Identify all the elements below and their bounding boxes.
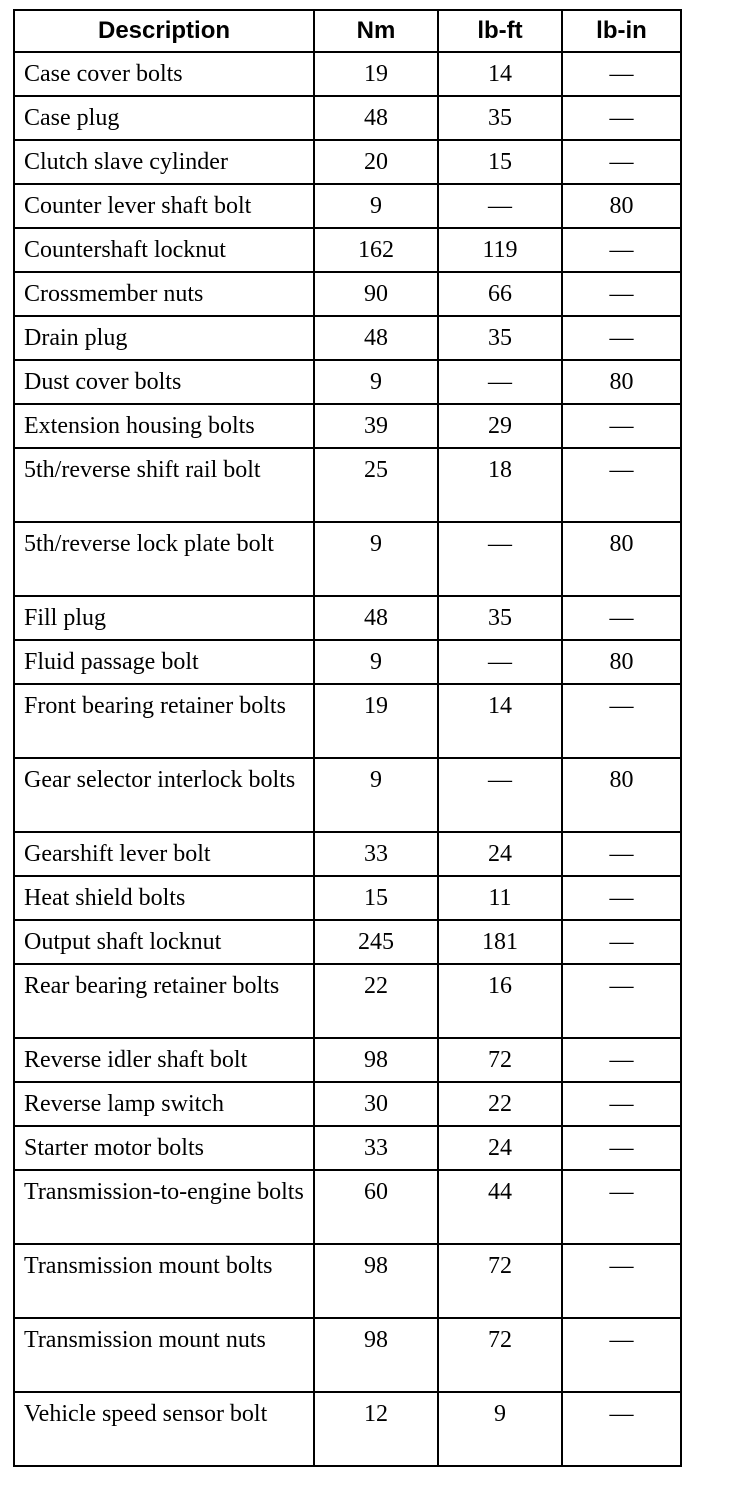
header-lb-in: lb-in (562, 10, 681, 52)
table-row (14, 1392, 681, 1466)
cell-lb-ft: 22 (438, 1082, 562, 1126)
table-row (14, 1126, 681, 1170)
header-row (14, 10, 681, 52)
table-row (14, 96, 681, 140)
table-row (14, 684, 681, 758)
cell-nm: 15 (314, 876, 438, 920)
cell-description: Gearshift lever bolt (14, 832, 314, 876)
cell-lb-ft: 14 (438, 52, 562, 96)
cell-nm: 33 (314, 832, 438, 876)
cell-nm: 22 (314, 964, 438, 1038)
cell-nm: 9 (314, 640, 438, 684)
cell-nm: 39 (314, 404, 438, 448)
cell-lb-ft: 24 (438, 1126, 562, 1170)
cell-nm: 9 (314, 758, 438, 832)
cell-description: Heat shield bolts (14, 876, 314, 920)
cell-lb-in: — (562, 964, 681, 1038)
cell-lb-ft: — (438, 522, 562, 596)
cell-nm: 48 (314, 316, 438, 360)
cell-description: Reverse lamp switch (14, 1082, 314, 1126)
cell-lb-in: — (562, 316, 681, 360)
cell-nm: 48 (314, 96, 438, 140)
table-row (14, 1244, 681, 1318)
cell-lb-ft: 35 (438, 596, 562, 640)
cell-lb-ft: 18 (438, 448, 562, 522)
cell-lb-ft: 14 (438, 684, 562, 758)
cell-description: Gear selector interlock bolts (14, 758, 314, 832)
cell-lb-ft: 15 (438, 140, 562, 184)
cell-description: Transmission mount nuts (14, 1318, 314, 1392)
header-nm: Nm (314, 10, 438, 52)
cell-nm: 30 (314, 1082, 438, 1126)
table-row (14, 876, 681, 920)
table-row (14, 640, 681, 684)
cell-description: Fluid passage bolt (14, 640, 314, 684)
cell-nm: 9 (314, 522, 438, 596)
cell-lb-in: — (562, 1038, 681, 1082)
table-row (14, 184, 681, 228)
cell-description: Transmission mount bolts (14, 1244, 314, 1318)
cell-lb-in: — (562, 1170, 681, 1244)
cell-lb-in: — (562, 684, 681, 758)
cell-lb-ft: 119 (438, 228, 562, 272)
table-row (14, 140, 681, 184)
cell-nm: 19 (314, 684, 438, 758)
cell-lb-in: 80 (562, 640, 681, 684)
table-row (14, 758, 681, 832)
table-row (14, 832, 681, 876)
cell-nm: 25 (314, 448, 438, 522)
cell-nm: 60 (314, 1170, 438, 1244)
table-row (14, 360, 681, 404)
cell-lb-ft: 29 (438, 404, 562, 448)
table-row (14, 1082, 681, 1126)
table-row (14, 228, 681, 272)
cell-lb-in: — (562, 1318, 681, 1392)
cell-lb-in: — (562, 140, 681, 184)
cell-nm: 20 (314, 140, 438, 184)
table-row (14, 52, 681, 96)
cell-lb-ft: 24 (438, 832, 562, 876)
cell-lb-ft: 72 (438, 1244, 562, 1318)
header-lb-ft: lb-ft (438, 10, 562, 52)
cell-lb-in: — (562, 52, 681, 96)
cell-nm: 33 (314, 1126, 438, 1170)
cell-lb-in: — (562, 876, 681, 920)
table-row (14, 964, 681, 1038)
cell-lb-ft: 44 (438, 1170, 562, 1244)
cell-lb-ft: 72 (438, 1318, 562, 1392)
cell-lb-in: — (562, 1082, 681, 1126)
cell-description: Reverse idler shaft bolt (14, 1038, 314, 1082)
cell-lb-in: — (562, 96, 681, 140)
cell-description: Transmission-to-engine bolts (14, 1170, 314, 1244)
cell-nm: 9 (314, 360, 438, 404)
cell-lb-ft: — (438, 360, 562, 404)
cell-lb-ft: 35 (438, 96, 562, 140)
cell-nm: 245 (314, 920, 438, 964)
cell-lb-in: — (562, 832, 681, 876)
cell-description: Extension housing bolts (14, 404, 314, 448)
cell-lb-ft: 35 (438, 316, 562, 360)
header-description: Description (14, 10, 314, 52)
cell-nm: 98 (314, 1244, 438, 1318)
table-row (14, 522, 681, 596)
cell-lb-in: — (562, 1244, 681, 1318)
table-row (14, 448, 681, 522)
table-row (14, 1170, 681, 1244)
cell-lb-in: — (562, 1126, 681, 1170)
cell-lb-ft: — (438, 184, 562, 228)
cell-description: Vehicle speed sensor bolt (14, 1392, 314, 1466)
cell-nm: 12 (314, 1392, 438, 1466)
cell-description: Case cover bolts (14, 52, 314, 96)
cell-lb-in: — (562, 228, 681, 272)
cell-description: Output shaft locknut (14, 920, 314, 964)
cell-description: Front bearing retainer bolts (14, 684, 314, 758)
cell-lb-in: 80 (562, 522, 681, 596)
cell-lb-ft: 11 (438, 876, 562, 920)
cell-lb-in: 80 (562, 360, 681, 404)
cell-nm: 162 (314, 228, 438, 272)
cell-lb-ft: 66 (438, 272, 562, 316)
cell-description: Counter lever shaft bolt (14, 184, 314, 228)
cell-lb-in: — (562, 1392, 681, 1466)
cell-lb-in: — (562, 596, 681, 640)
table-body (14, 52, 681, 1466)
cell-nm: 19 (314, 52, 438, 96)
cell-nm: 9 (314, 184, 438, 228)
cell-description: Clutch slave cylinder (14, 140, 314, 184)
cell-description: Fill plug (14, 596, 314, 640)
cell-lb-in: — (562, 272, 681, 316)
cell-description: Case plug (14, 96, 314, 140)
cell-description: 5th/reverse shift rail bolt (14, 448, 314, 522)
cell-nm: 98 (314, 1318, 438, 1392)
torque-spec-table (13, 9, 682, 1467)
cell-lb-ft: 9 (438, 1392, 562, 1466)
table-row (14, 316, 681, 360)
cell-lb-ft: 72 (438, 1038, 562, 1082)
cell-lb-ft: — (438, 640, 562, 684)
cell-description: Crossmember nuts (14, 272, 314, 316)
cell-description: 5th/reverse lock plate bolt (14, 522, 314, 596)
cell-nm: 48 (314, 596, 438, 640)
cell-description: Drain plug (14, 316, 314, 360)
cell-nm: 90 (314, 272, 438, 316)
cell-description: Countershaft locknut (14, 228, 314, 272)
table-row (14, 920, 681, 964)
cell-lb-ft: 16 (438, 964, 562, 1038)
table-row (14, 1318, 681, 1392)
cell-lb-in: 80 (562, 184, 681, 228)
cell-lb-in: 80 (562, 758, 681, 832)
cell-description: Rear bearing retainer bolts (14, 964, 314, 1038)
cell-lb-ft: 181 (438, 920, 562, 964)
table-row (14, 596, 681, 640)
table-row (14, 404, 681, 448)
cell-lb-in: — (562, 404, 681, 448)
table-row (14, 1038, 681, 1082)
cell-description: Dust cover bolts (14, 360, 314, 404)
cell-lb-in: — (562, 448, 681, 522)
cell-lb-ft: — (438, 758, 562, 832)
table-row (14, 272, 681, 316)
cell-lb-in: — (562, 920, 681, 964)
cell-description: Starter motor bolts (14, 1126, 314, 1170)
cell-nm: 98 (314, 1038, 438, 1082)
